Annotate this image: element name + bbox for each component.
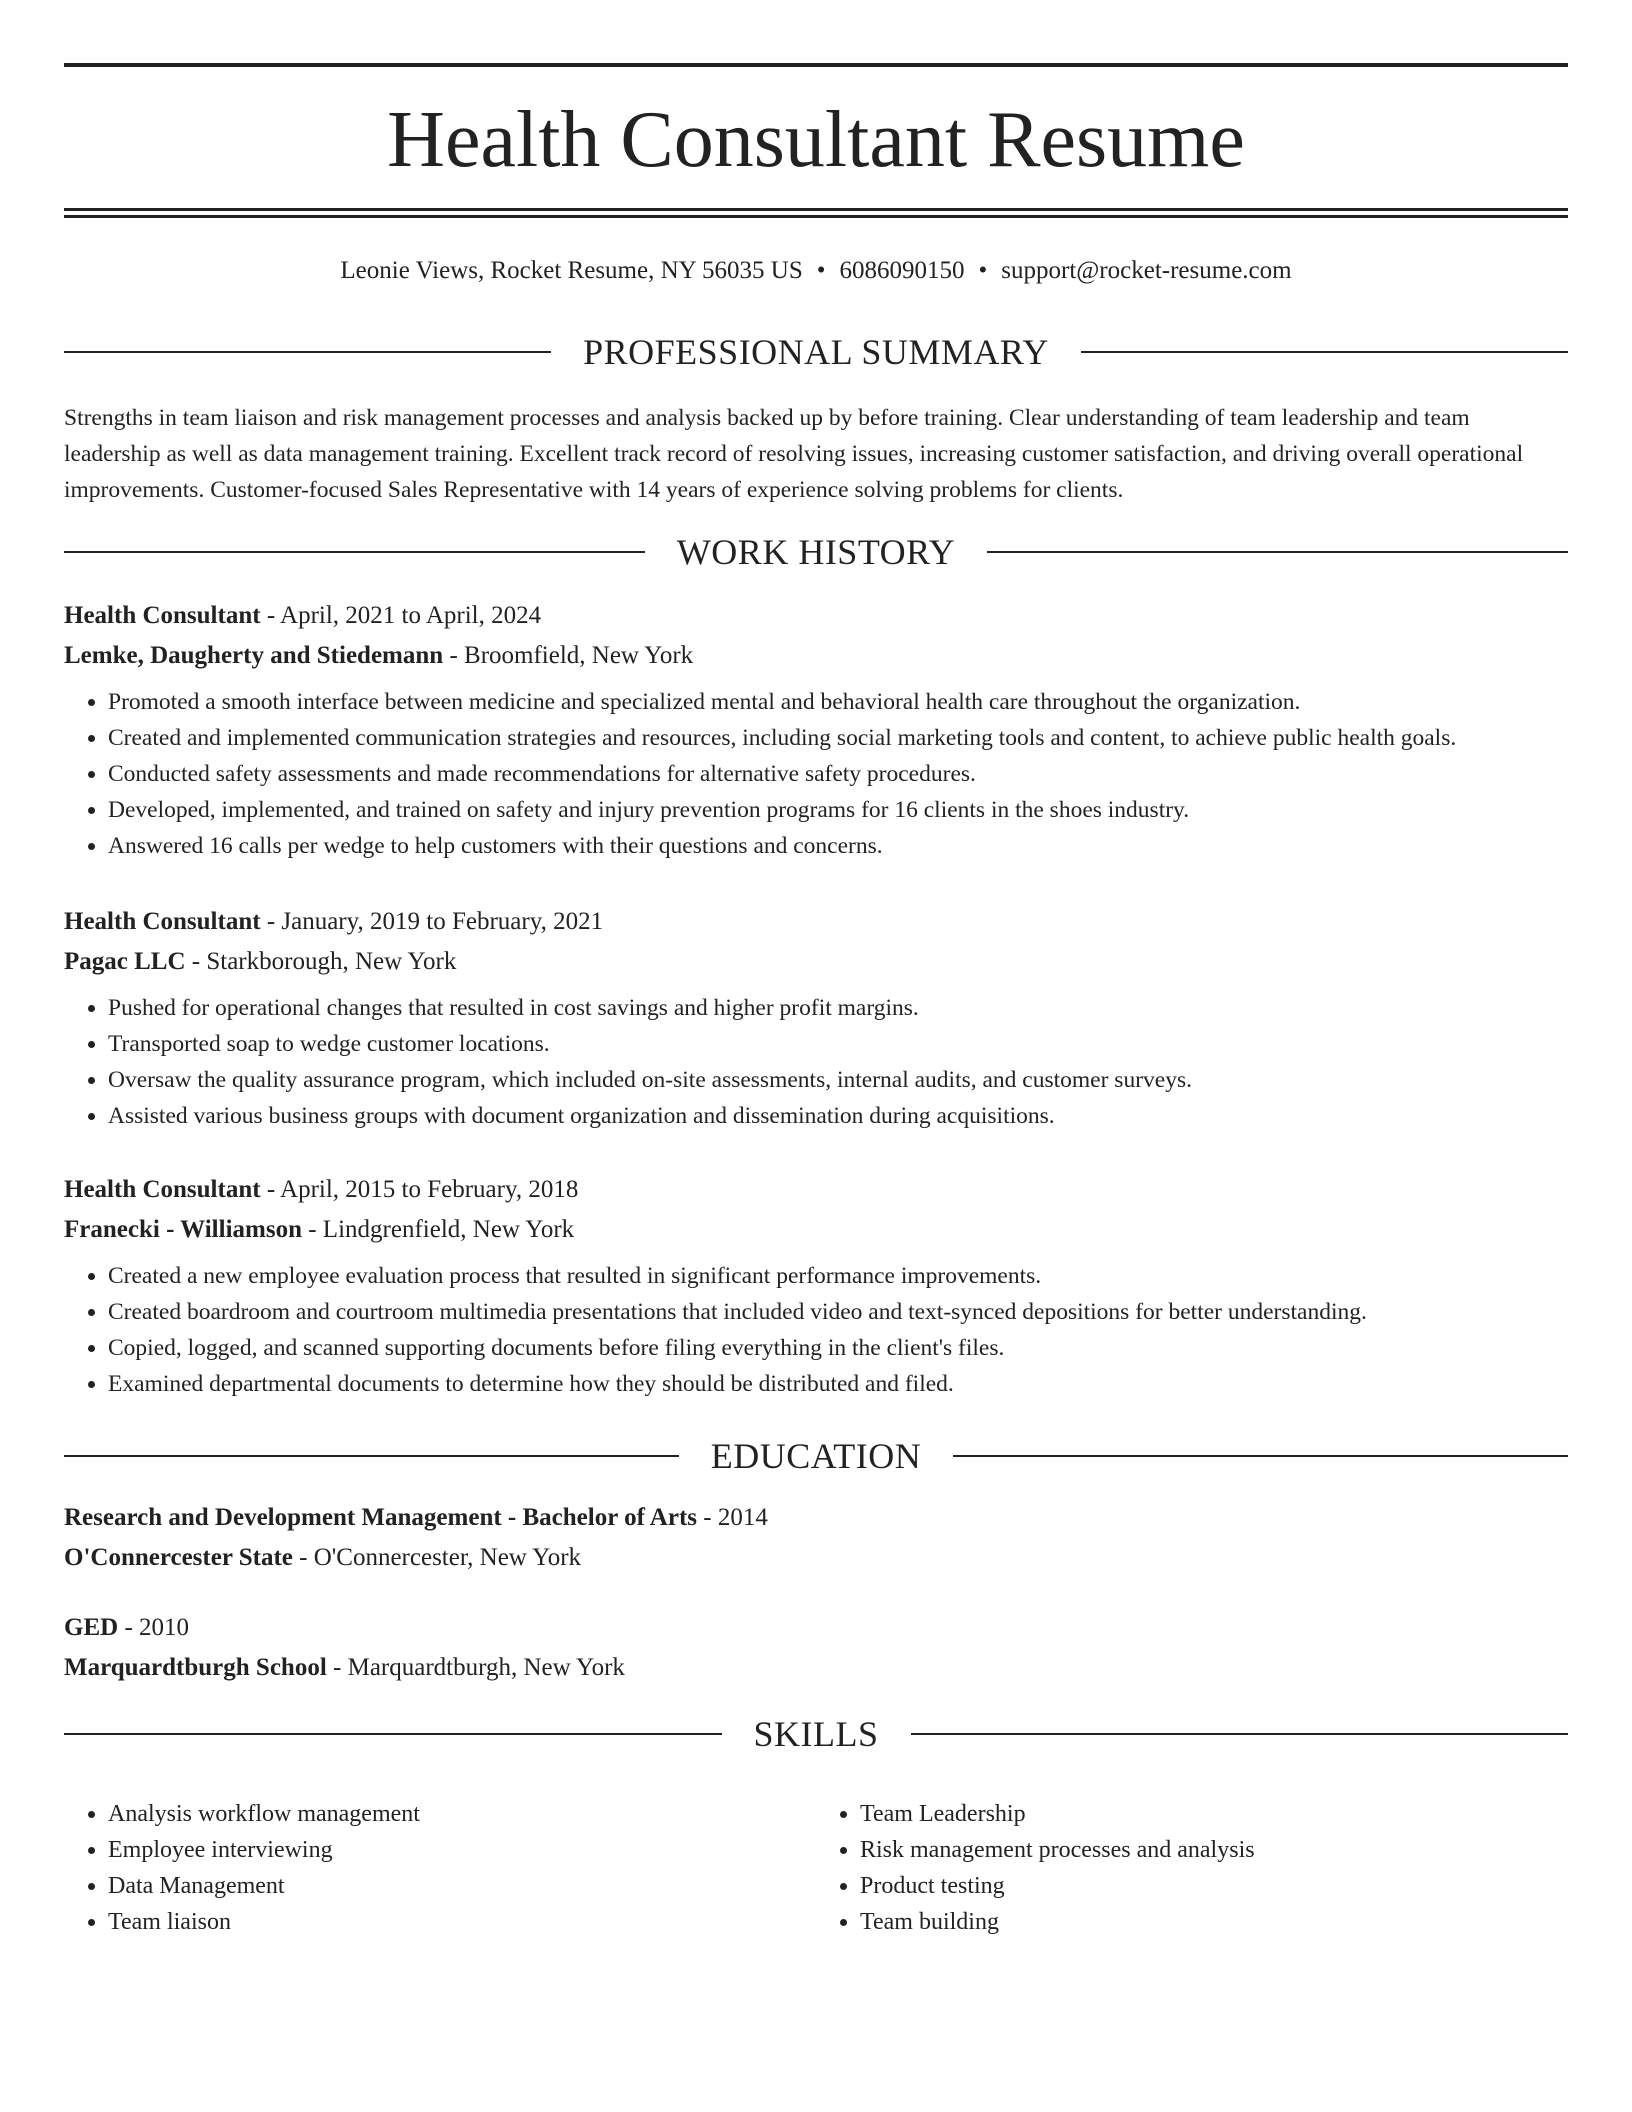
section-heading-label: WORK HISTORY [676, 532, 956, 572]
document-title: Health Consultant Resume [387, 96, 1245, 184]
contact-separator: • [816, 257, 826, 284]
skill-item: • Team building [860, 1904, 1568, 1940]
education-entry [64, 1498, 1568, 1578]
contact-email: support@rocket-resume.com [1001, 257, 1292, 284]
summary-text: Strengths in team liaison and risk management processes and analysis backed up by before training. Clear understanding of team leadership and team leadership as well as data management training. Excellent track record of resolving issues, increasing customer satisfaction, and driving overall operational improvements. Customer-focused Sales Representative with 14 years of experience solving problems for clients. [64, 405, 1524, 503]
job-location: - Broomfield, New York [443, 642, 694, 669]
job-bullets [64, 684, 1568, 864]
heading-rule [953, 1455, 1568, 1457]
section-heading-label: SKILLS [753, 1714, 879, 1754]
section-heading-summary [64, 332, 1568, 372]
section-heading-label: EDUCATION [710, 1436, 922, 1476]
contact-line [64, 254, 1568, 288]
skills-column-right [816, 1796, 1568, 1940]
title-double-rule [64, 208, 1568, 218]
job-bullet: • Developed, implemented, and trained on safety and injury prevention programs for 16 clients in the shoes industry. [108, 792, 1568, 828]
skill-item: • Team liaison [108, 1904, 816, 1940]
section-heading-label: PROFESSIONAL SUMMARY [583, 332, 1049, 372]
job-bullet: • Oversaw the quality assurance program, which included on-site assessments, internal audits, and customer surveys. [108, 1062, 1568, 1098]
skill-item: • Product testing [860, 1868, 1568, 1904]
job-bullet: • Conducted safety assessments and made recommendations for alternative safety procedures. [108, 756, 1568, 792]
heading-rule [911, 1733, 1569, 1735]
job-bullets [64, 990, 1568, 1134]
heading-rule [64, 1455, 679, 1457]
job-entry [64, 1170, 1568, 1402]
top-rule [64, 63, 1568, 67]
heading-rule [987, 551, 1568, 553]
education-degree: Research and Development Management - Bachelor of Arts [64, 1504, 698, 1531]
skills-list [64, 1796, 1568, 1940]
education-year: - 2014 [697, 1504, 768, 1531]
education-school: Marquardtburgh School [64, 1654, 327, 1681]
job-bullet: • Copied, logged, and scanned supporting documents before filing everything in the client's files. [108, 1330, 1568, 1366]
skill-item: • Analysis workflow management [108, 1796, 816, 1832]
education-year: - 2010 [118, 1614, 190, 1641]
job-bullet: • Answered 16 calls per wedge to help customers with their questions and concerns. [108, 828, 1568, 864]
education-location: - Marquardtburgh, New York [326, 1654, 625, 1681]
contact-separator: • [978, 257, 988, 284]
skills-column-left [64, 1796, 816, 1940]
education-degree-line [64, 1608, 1568, 1648]
job-company: Pagac LLC [64, 948, 186, 975]
job-title: Health Consultant [64, 1176, 261, 1203]
job-location: - Starkborough, New York [185, 948, 457, 975]
job-company: Franecki - Williamson [64, 1216, 302, 1243]
heading-rule [1081, 351, 1568, 353]
section-heading-skills [64, 1714, 1568, 1754]
job-title-line [64, 1170, 1568, 1210]
section-heading-work-history [64, 532, 1568, 572]
education-degree-line [64, 1498, 1568, 1538]
education-school-line [64, 1538, 1568, 1578]
job-bullet: • Created and implemented communication strategies and resources, including social marketing tools and content, to achieve public health goals. [108, 720, 1568, 756]
education-degree: GED [64, 1614, 119, 1641]
job-title: Health Consultant [64, 602, 261, 629]
skill-item: • Data Management [108, 1868, 816, 1904]
job-bullet: • Assisted various business groups with document organization and dissemination during acquisitions. [108, 1098, 1568, 1134]
education-school-line [64, 1648, 1568, 1688]
skill-item: • Team Leadership [860, 1796, 1568, 1832]
job-location: - Lindgrenfield, New York [301, 1216, 575, 1243]
job-bullet: • Transported soap to wedge customer locations. [108, 1026, 1568, 1062]
job-dates: - April, 2021 to April, 2024 [260, 602, 542, 629]
job-company-line [64, 1210, 1568, 1250]
job-bullets [64, 1258, 1568, 1402]
job-entry [64, 596, 1568, 864]
job-dates: - April, 2015 to February, 2018 [260, 1176, 579, 1203]
education-school: O'Connercester State [64, 1544, 293, 1571]
job-bullet: • Examined departmental documents to determine how they should be distributed and filed. [108, 1366, 1568, 1402]
job-company-line [64, 942, 1568, 982]
job-bullet: • Created boardroom and courtroom multimedia presentations that included video and text-synced depositions for better understanding. [108, 1294, 1568, 1330]
heading-rule [64, 1733, 722, 1735]
heading-rule [64, 551, 645, 553]
job-bullet: • Pushed for operational changes that resulted in cost savings and higher profit margins. [108, 990, 1568, 1026]
job-title: Health Consultant [64, 908, 261, 935]
job-dates: - January, 2019 to February, 2021 [260, 908, 604, 935]
heading-rule [64, 351, 551, 353]
education-entry [64, 1608, 1568, 1688]
education-location: - O'Connercester, New York [292, 1544, 582, 1571]
section-heading-education [64, 1436, 1568, 1476]
skill-item: • Employee interviewing [108, 1832, 816, 1868]
job-title-line [64, 902, 1568, 942]
job-bullet: • Created a new employee evaluation process that resulted in significant performance improvements. [108, 1258, 1568, 1294]
skill-item: • Risk management processes and analysis [860, 1832, 1568, 1868]
job-bullet: • Promoted a smooth interface between medicine and specialized mental and behavioral health care throughout the organization. [108, 684, 1568, 720]
job-title-line [64, 596, 1568, 636]
job-entry [64, 902, 1568, 1134]
contact-address: Leonie Views, Rocket Resume, NY 56035 US [340, 257, 803, 284]
job-company-line [64, 636, 1568, 676]
job-company: Lemke, Daugherty and Stiedemann [64, 642, 444, 669]
contact-phone: 6086090150 [839, 257, 965, 284]
